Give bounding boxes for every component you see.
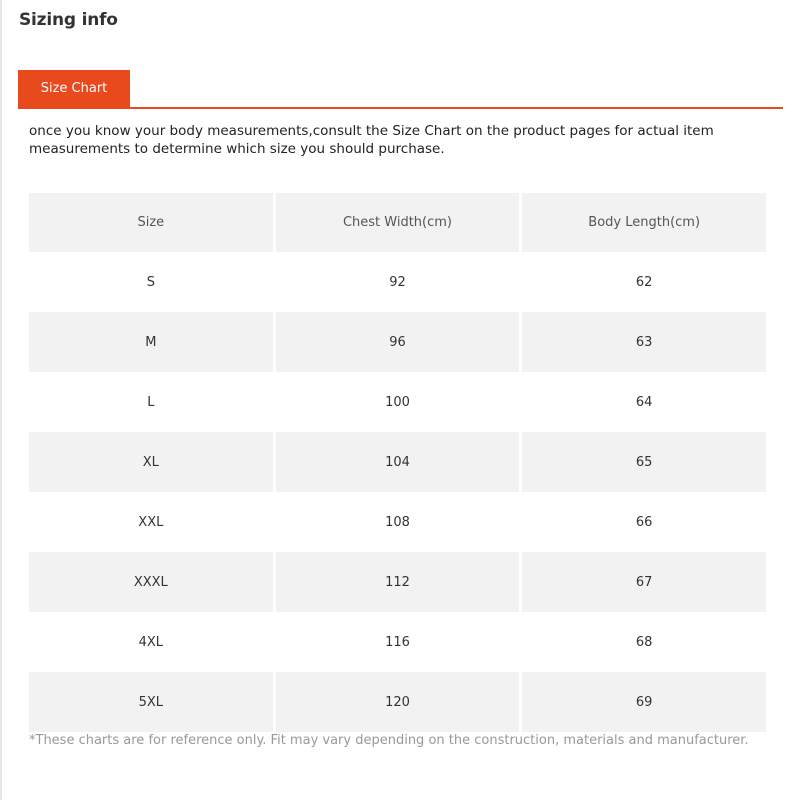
cell-size: XXXL [29, 552, 273, 612]
size-chart-description: once you know your body measurements,consult the Size Chart on the product pages for actual item measurements to determine which size you should purchase. [29, 123, 714, 157]
table-row [29, 432, 766, 492]
table-header-row [29, 193, 766, 252]
page-title: Sizing info [19, 10, 118, 30]
cell-size: L [147, 394, 155, 410]
cell-size: M [29, 312, 273, 372]
reference-note: *These charts are for reference only. Fit may vary depending on the construction, materials and manufacturer. [29, 733, 749, 748]
cell-size: XXL [138, 514, 164, 530]
cell-body-length: 65 [522, 432, 766, 492]
table-row [29, 252, 766, 312]
cell-chest-width: 92 [389, 274, 406, 290]
cell-chest-width: 96 [276, 312, 520, 372]
cell-chest-width: 116 [385, 634, 410, 650]
cell-body-length: 69 [522, 672, 766, 732]
cell-body-length: 67 [522, 552, 766, 612]
size-chart-table [26, 193, 769, 732]
cell-chest-width: 108 [385, 514, 410, 530]
cell-size: XL [29, 432, 273, 492]
table-row [29, 312, 766, 372]
cell-size: 4XL [138, 634, 164, 650]
table-row [29, 672, 766, 732]
header-body-length: Body Length(cm) [522, 193, 766, 252]
left-border [0, 0, 2, 800]
table-row [29, 492, 766, 552]
cell-body-length: 63 [522, 312, 766, 372]
cell-size: 5XL [29, 672, 273, 732]
table-row [29, 372, 766, 432]
header-size: Size [29, 193, 273, 252]
cell-chest-width: 112 [276, 552, 520, 612]
cell-chest-width: 120 [276, 672, 520, 732]
cell-size: S [146, 274, 155, 290]
cell-chest-width: 104 [276, 432, 520, 492]
tab-size-chart[interactable]: Size Chart [18, 70, 130, 108]
cell-body-length: 66 [635, 514, 653, 530]
cell-chest-width: 100 [385, 394, 410, 410]
table-row [29, 552, 766, 612]
table-row [29, 612, 766, 672]
tab-bar [18, 70, 783, 109]
header-chest-width: Chest Width(cm) [276, 193, 520, 252]
cell-body-length: 68 [635, 634, 653, 650]
cell-body-length: 62 [635, 274, 653, 290]
cell-body-length: 64 [635, 394, 653, 410]
